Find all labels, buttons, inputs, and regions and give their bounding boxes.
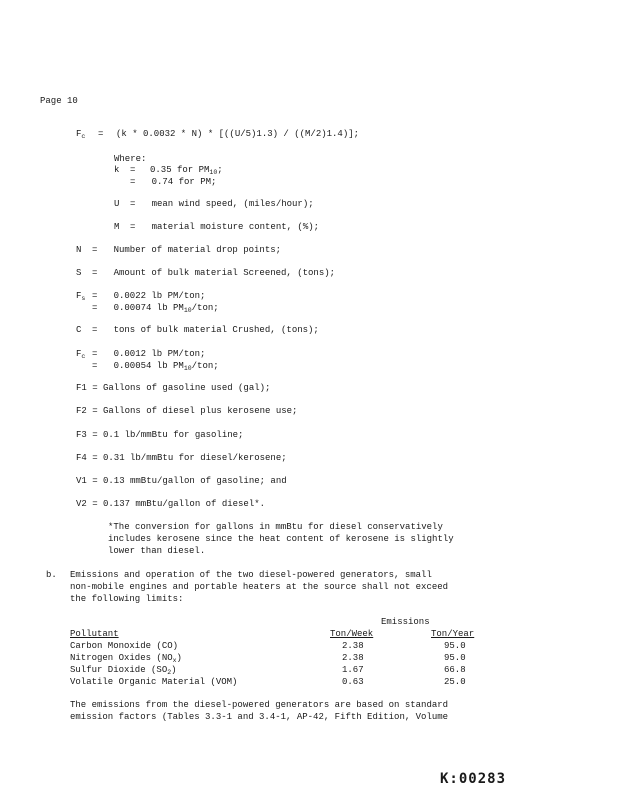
k-label: k [114,165,120,175]
f3-definition: F3 = 0.1 lb/mmBtu for gasoline; [76,430,244,440]
ton-week-cell: 0.63 [342,677,364,687]
closing-paragraph-line: The emissions from the diesel-powered generators are based on standard [70,700,449,710]
where-label: Where: [114,154,147,164]
formula-symbol: $F_c$ [76,129,86,140]
pollutant-cell: Volatile Organic Material (VOM) [70,677,238,687]
ton-week-cell: 2.38 [342,641,364,651]
m-definition: = material moisture content, (%); [130,222,320,232]
footnote-line: lower than diesel. [108,546,206,556]
ton-year-cell: 66.8 [444,665,466,675]
table-group-header: Emissions [381,617,430,627]
ton-week-cell: 1.67 [342,665,364,675]
f2-definition: F2 = Gallons of diesel plus kerosene use; [76,406,298,416]
section-b-label: b. [46,570,57,580]
pollutant-cell: Nitrogen Oxides $(NO_x)$ [70,653,182,664]
column-header-pollutant: Pollutant [70,629,119,639]
u-definition: = mean wind speed, (miles/hour); [130,199,314,209]
bates-number: K:00283 [440,771,507,787]
column-header-ton-week: Ton/Week [330,629,374,639]
v2-definition: V2 = 0.137 mmBtu/gallon of diesel*. [76,499,266,509]
fs-label: $F_s$ [76,291,86,302]
column-header-ton-year: Ton/Year [431,629,475,639]
ton-year-cell: 95.0 [444,653,466,663]
f4-definition: F4 = 0.31 lb/mmBtu for diesel/kerosene; [76,453,287,463]
s-label: S [76,268,82,278]
k-pm-definition: = 0.74 for PM; [130,177,217,187]
ton-year-cell: 25.0 [444,677,466,687]
section-b-text: the following limits: [70,594,184,604]
fc-definition-pm10: = 0.00054 lb $PM_{10}$/ton; [92,361,219,372]
fs-definition-pm10: = 0.00074 lb $PM_{10}$/ton; [92,303,219,314]
c-label: C [76,325,82,335]
k-equals: = [130,165,136,175]
fc-definition-pm: = 0.0012 lb PM/ton; [92,349,206,359]
fs-definition-pm: = 0.0022 lb PM/ton; [92,291,206,301]
formula-equals: = [98,129,104,139]
footnote-line: *The conversion for gallons in mmBtu for diesel conservatively [108,522,443,532]
k-pm10-definition: 0.35 for $PM_{10}$; [150,165,223,176]
ton-week-cell: 2.38 [342,653,364,663]
f1-definition: F1 = Gallons of gasoline used (gal); [76,383,271,393]
c-definition: = tons of bulk material Crushed, (tons); [92,325,319,335]
pollutant-cell: Sulfur Dioxide $(SO_2)$ [70,665,177,676]
v1-definition: V1 = 0.13 mmBtu/gallon of gasoline; and [76,476,287,486]
m-label: M [114,222,120,232]
section-b-text: Emissions and operation of the two diesel-powered generators, small [70,570,432,580]
n-label: N [76,245,82,255]
page-number: Page 10 [40,96,78,106]
closing-paragraph-line: emission factors (Tables 3.3-1 and 3.4-1, AP-42, Fifth Edition, Volume [70,712,449,722]
fc-label: $F_c$ [76,349,86,360]
ton-year-cell: 95.0 [444,641,466,651]
section-b-text: non-mobile engines and portable heaters at the source shall not exceed [70,582,449,592]
n-definition: = Number of material drop points; [92,245,282,255]
u-label: U [114,199,120,209]
s-definition: = Amount of bulk material Screened, (tons); [92,268,336,278]
pollutant-cell: Carbon Monoxide (CO) [70,641,179,651]
formula-expression: (k * 0.0032 * N) * [((U/5)1.3) / ((M/2)1.4)]; [116,129,360,139]
footnote-line: includes kerosene since the heat content of kerosene is slightly [108,534,454,544]
